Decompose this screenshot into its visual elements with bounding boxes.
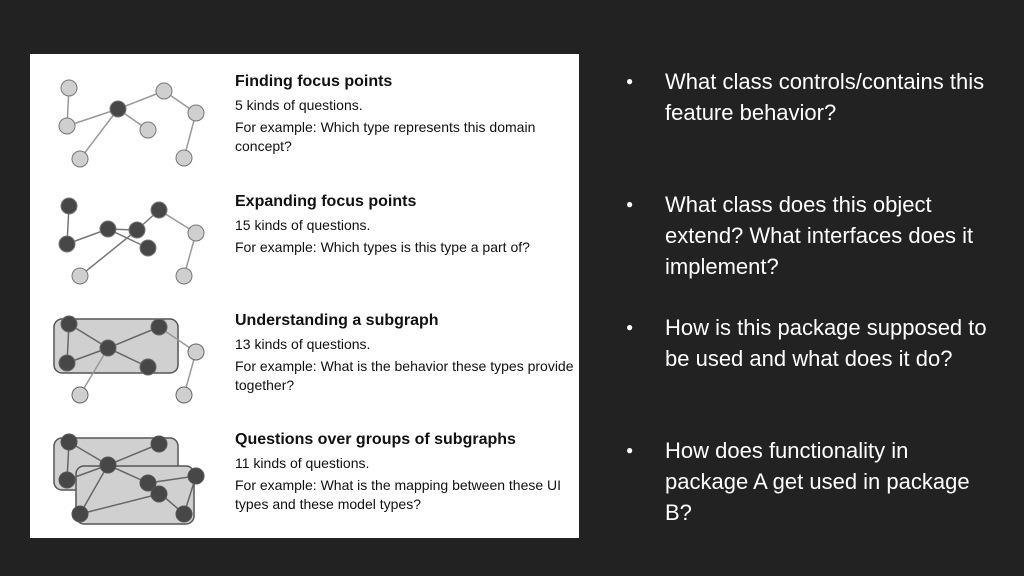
bullet-item (626, 66, 996, 128)
category-example: For example: Which types is this type a part of? (235, 239, 530, 255)
question-categories-figure (30, 54, 579, 538)
category-title: Finding focus points (235, 73, 393, 90)
category-title: Understanding a subgraph (235, 312, 439, 329)
bullet-dot-icon: ● (626, 74, 634, 88)
bullet-item (626, 189, 996, 282)
bullet-item (626, 312, 996, 374)
graph-illustration-groups (40, 430, 230, 550)
bullet-text: How is this package supposed to be used and what does it do? (665, 315, 987, 371)
bullet-item (626, 435, 996, 528)
category-count: 13 kinds of questions. (235, 336, 371, 352)
category-title: Questions over groups of subgraphs (235, 431, 516, 448)
graph-illustration-expanding (40, 192, 230, 312)
category-example: For example: What is the mapping between these UI types and these model types? (235, 477, 562, 512)
bullet-dot-icon: ● (626, 443, 634, 457)
bullet-dot-icon: ● (626, 320, 634, 334)
category-count: 5 kinds of questions. (235, 97, 363, 113)
graph-illustration-focus-points (40, 72, 230, 192)
category-example: For example: What is the behavior these types provide together? (235, 358, 574, 393)
bullet-text: What class controls/contains this feature behavior? (665, 69, 985, 125)
bullet-dot-icon: ● (626, 197, 634, 211)
category-example: For example: Which type represents this domain concept? (235, 119, 536, 154)
bullet-text: How does functionality in package A get used in package B? (665, 438, 970, 525)
bullet-text: What class does this object extend? What interfaces does it implement? (665, 192, 974, 279)
category-count: 15 kinds of questions. (235, 217, 371, 233)
category-count: 11 kinds of questions. (235, 455, 370, 471)
graph-illustration-subgraph (40, 311, 230, 431)
category-title: Expanding focus points (235, 193, 417, 210)
